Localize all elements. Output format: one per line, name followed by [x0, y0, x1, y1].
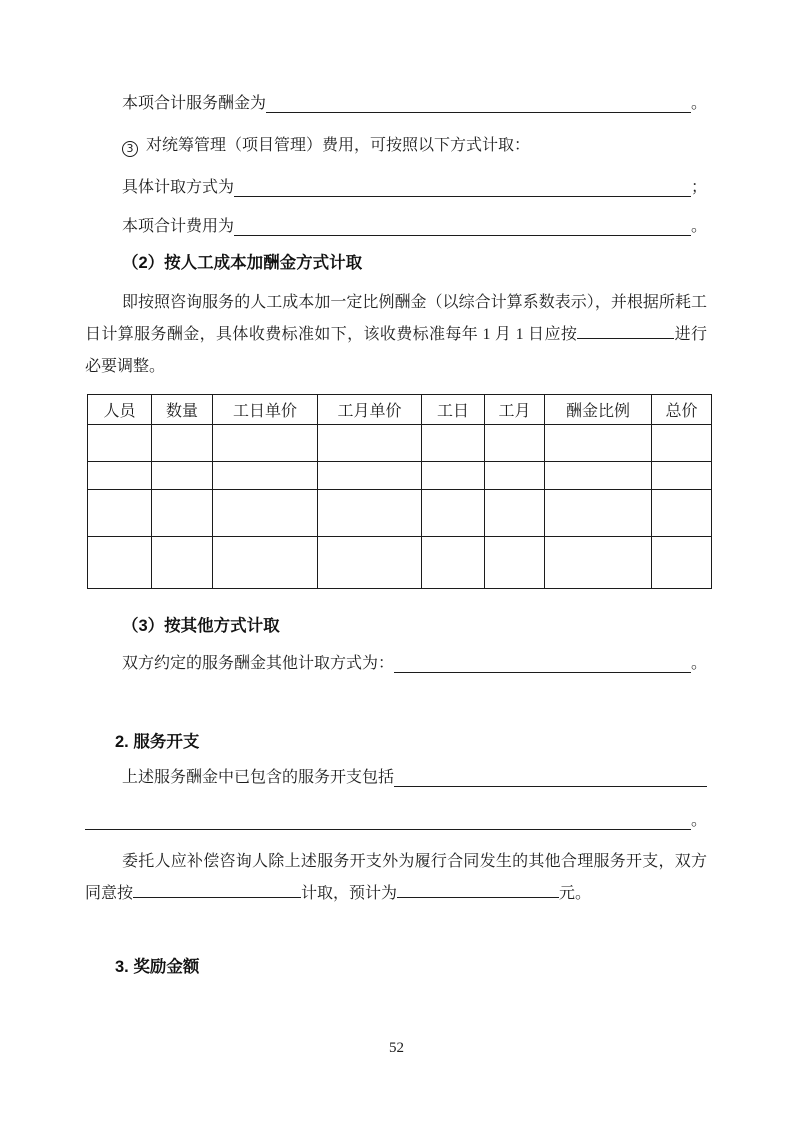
line-punct: 。: [690, 811, 707, 829]
blank-field: [133, 883, 301, 898]
blank-field: [577, 324, 674, 339]
blank-field: [266, 98, 691, 113]
compensation-paragraph-text-1: 委托人应补偿咨询人除上述服务开支外为履行合同发生的其他合理服务开支，双方同意按: [85, 852, 707, 902]
section-2-paragraph: [85, 287, 707, 383]
table-header-cell: 酬金比例: [545, 394, 652, 424]
table-cell: [152, 536, 213, 588]
blank-field: [397, 883, 559, 898]
table-cell: [318, 536, 422, 588]
table-row: [88, 489, 712, 536]
table-cell: [213, 489, 318, 536]
line-punct: 。: [690, 95, 707, 112]
compensation-paragraph: [85, 846, 707, 910]
line-other-method-label: 双方约定的服务酬金其他计取方式为：: [122, 654, 395, 672]
table-cell: [545, 489, 652, 536]
service-expenses-heading: 2. 服务开支: [115, 732, 200, 751]
table-cell: [88, 489, 152, 536]
table-cell: [88, 461, 152, 489]
table-cell: [318, 489, 422, 536]
line-other-method: [85, 654, 707, 673]
table-cell: [652, 461, 712, 489]
blank-field: [234, 221, 691, 236]
page-number: 52: [389, 1040, 404, 1056]
table-header-cell: 工月: [485, 394, 545, 424]
table-cell: [318, 424, 422, 461]
blank-field: [394, 658, 691, 673]
table-cell: [485, 536, 545, 588]
table-row: [88, 461, 712, 489]
blank-field: [394, 772, 707, 787]
line-included-expenses-continued: [85, 811, 707, 830]
table-cell: [422, 489, 485, 536]
table-cell: [652, 536, 712, 588]
line-total-cost-label: 本项合计费用为: [122, 217, 235, 235]
section-2-heading: （2）按人工成本加酬金方式计取: [122, 253, 363, 272]
line-included-expenses-label: 上述服务酬金中已包含的服务开支包括: [122, 768, 395, 786]
table-cell: [152, 489, 213, 536]
table-cell: [88, 424, 152, 461]
section-2-paragraph-text-1: 即按照咨询服务的人工成本加一定比例酬金（以综合计算系数表示），并根据所耗工日计算服务酬金，具体收费标准如下，该收费标准每年 1 月 1 日应按: [85, 293, 707, 343]
table-cell: [652, 424, 712, 461]
labor-cost-fee-table: [87, 394, 712, 589]
table-cell: [318, 461, 422, 489]
table-cell: [88, 536, 152, 588]
table-row: [88, 424, 712, 461]
table-cell: [485, 461, 545, 489]
table-cell: [213, 536, 318, 588]
table-header-row: [88, 394, 712, 424]
line-punct: ；: [690, 178, 707, 196]
table-header-cell: 工日单价: [213, 394, 318, 424]
table-cell: [485, 424, 545, 461]
bonus-amount-heading: 3. 奖励金额: [115, 957, 200, 976]
line-total-service-fee-label: 本项合计服务酬金为: [122, 95, 267, 112]
table-cell: [152, 461, 213, 489]
compensation-paragraph-text-3: 元。: [559, 884, 592, 902]
table-cell: [422, 424, 485, 461]
table-header-cell: 数量: [152, 394, 213, 424]
table-cell: [545, 424, 652, 461]
clause-3-line: [85, 136, 707, 157]
blank-field: [234, 182, 691, 197]
table-cell: [152, 424, 213, 461]
table-cell: [213, 461, 318, 489]
blank-field: [85, 815, 691, 830]
line-total-cost: [85, 217, 707, 236]
table-cell: [422, 461, 485, 489]
table-cell: [485, 489, 545, 536]
compensation-paragraph-text-2: 计取，预计为: [301, 884, 398, 902]
table-cell: [652, 489, 712, 536]
table-cell: [545, 461, 652, 489]
section-3-heading: （3）按其他方式计取: [122, 616, 280, 635]
line-specific-method: [85, 178, 707, 197]
table-cell: [545, 536, 652, 588]
table-cell: [422, 536, 485, 588]
line-specific-method-label: 具体计取方式为: [122, 178, 235, 196]
table-cell: [213, 424, 318, 461]
line-punct: 。: [690, 654, 707, 672]
table-header-cell: 人员: [88, 394, 152, 424]
clause-3-text: 对统筹管理（项目管理）费用，可按照以下方式计取：: [146, 137, 531, 154]
line-total-service-fee: [85, 94, 707, 113]
table-header-cell: 工日: [422, 394, 485, 424]
line-included-expenses: [85, 768, 707, 787]
circled-3-marker: 3: [122, 141, 138, 157]
table-header-cell: 工月单价: [318, 394, 422, 424]
table-row: [88, 536, 712, 588]
table-header-cell: 总价: [652, 394, 712, 424]
line-punct: 。: [690, 217, 707, 235]
section-2-paragraph-text-2: 进行必要调整。: [85, 325, 707, 375]
